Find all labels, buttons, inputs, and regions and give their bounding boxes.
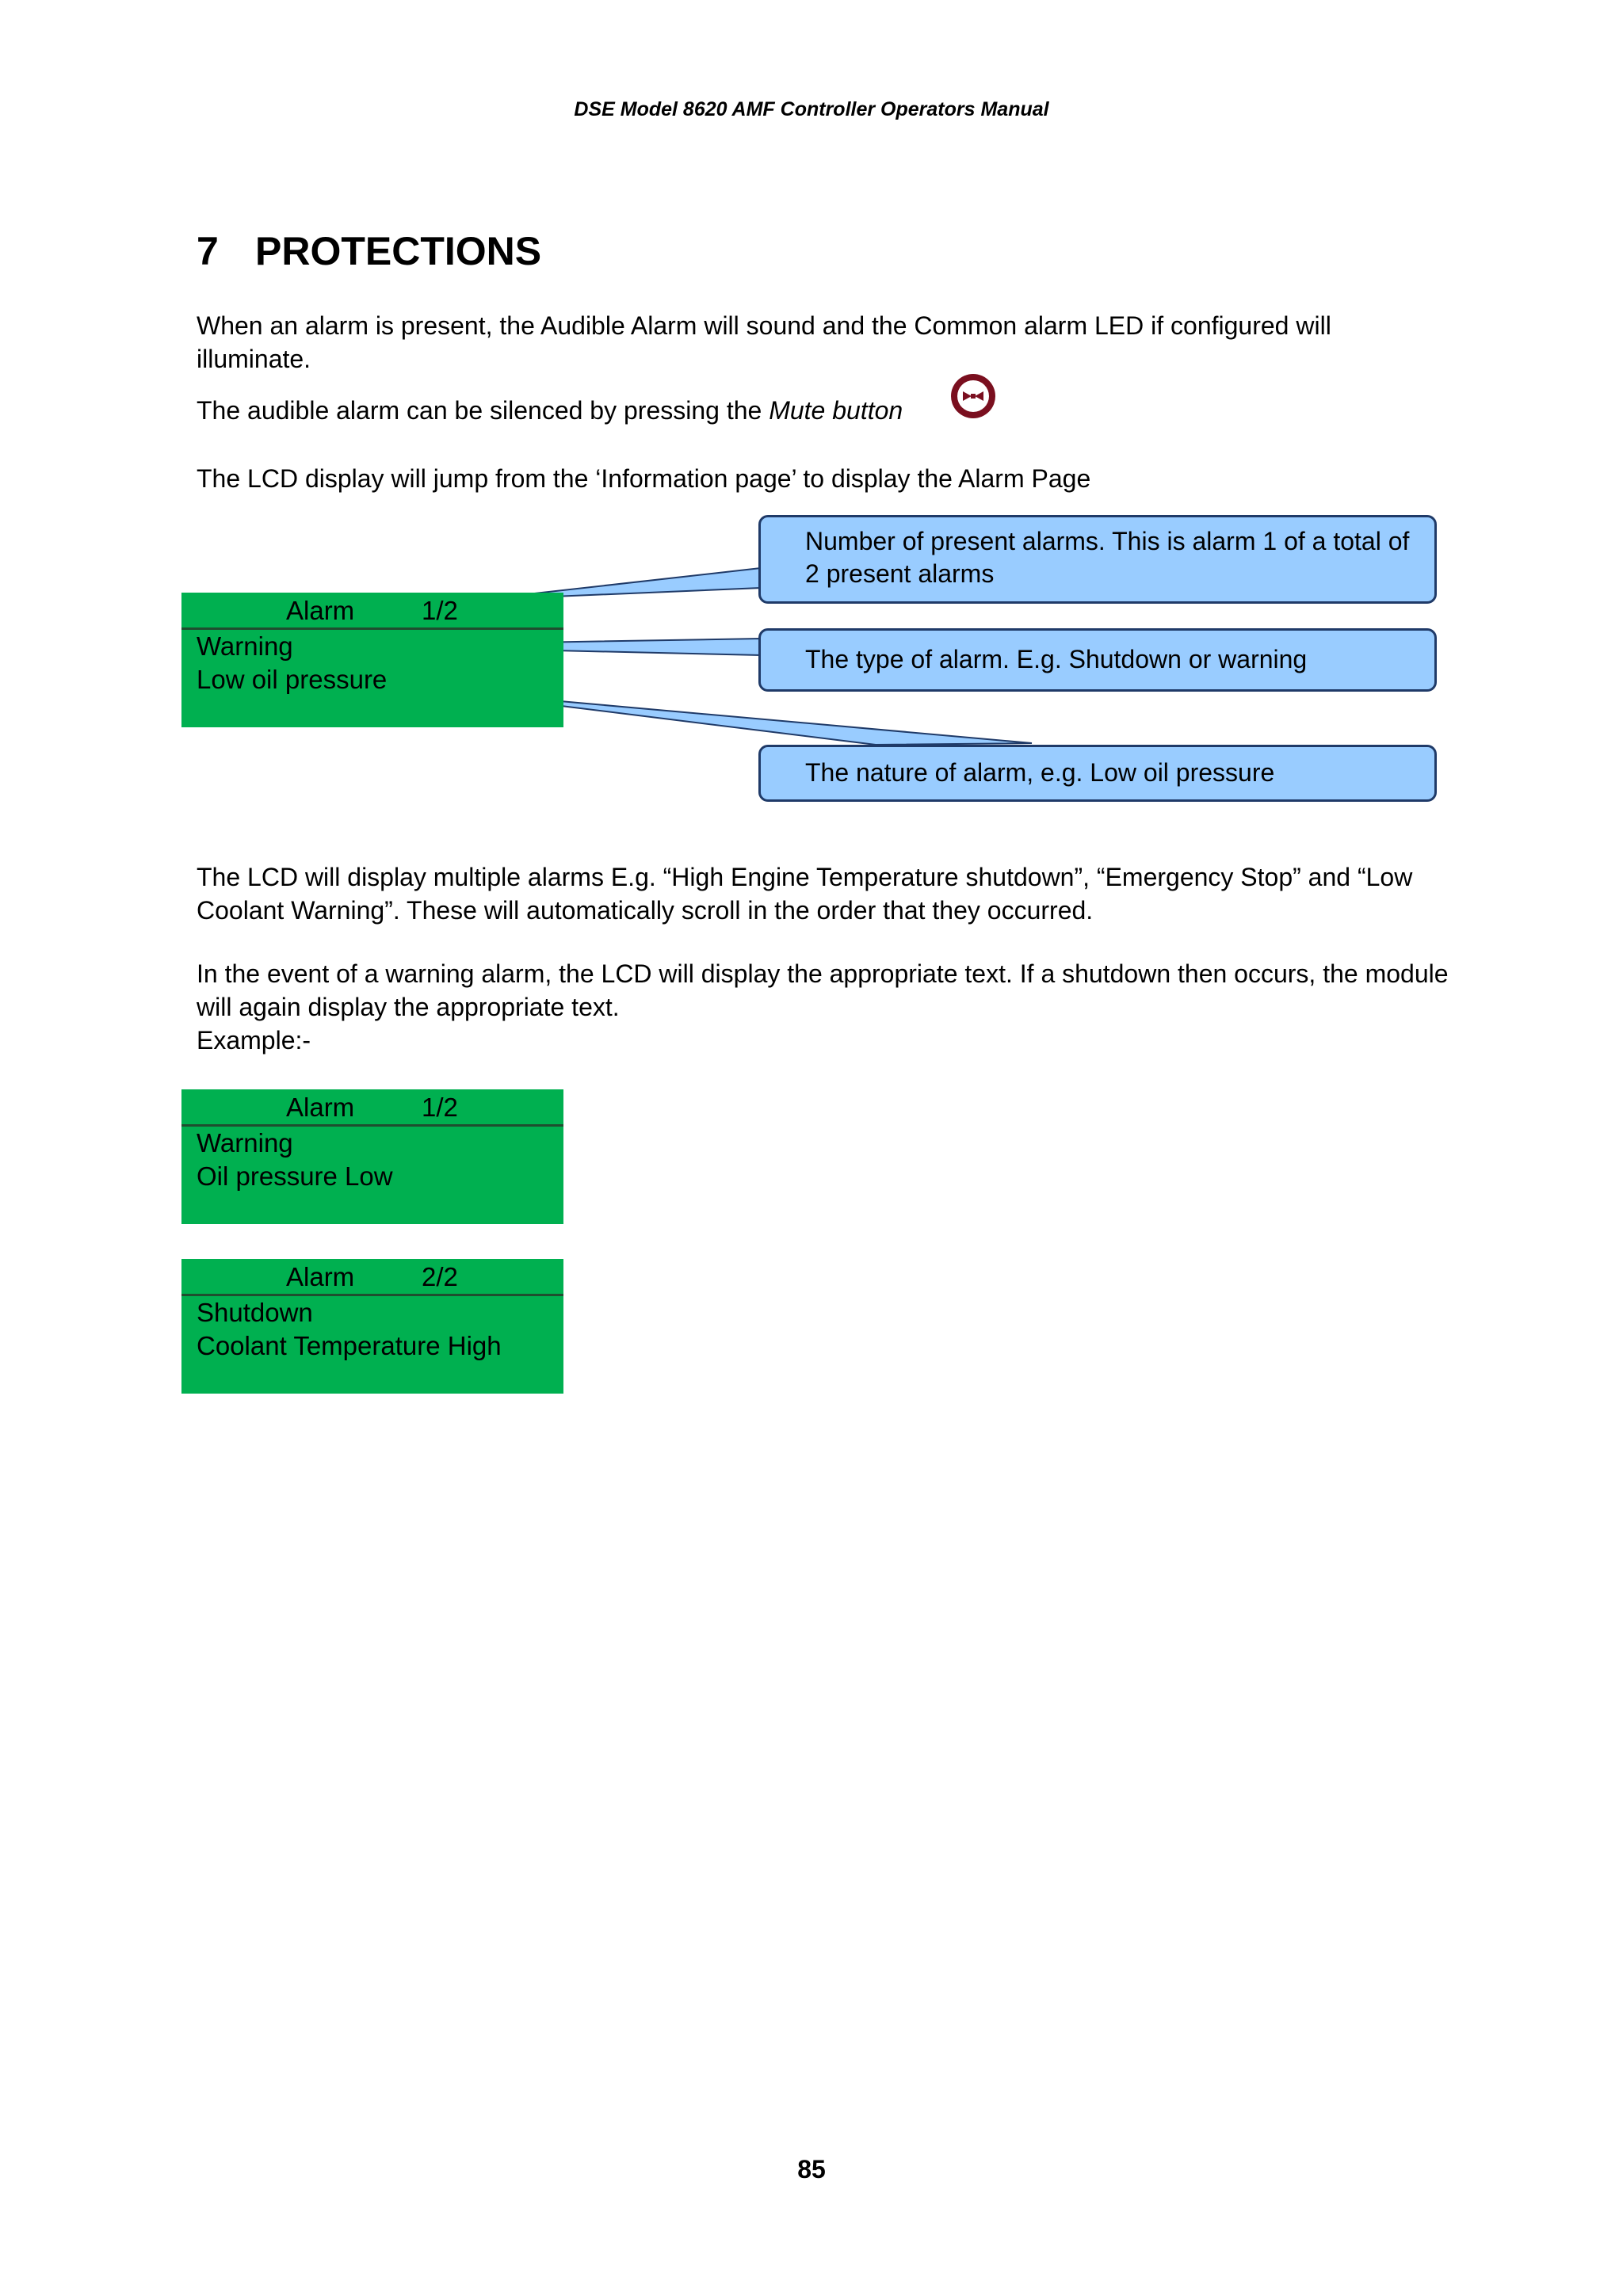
lcd-alarm-count: 1/2 — [422, 1093, 458, 1122]
section-number: 7 — [197, 229, 219, 273]
section-title: PROTECTIONS — [255, 229, 542, 273]
lcd-alarm-count: 2/2 — [422, 1262, 458, 1291]
warning-shutdown-text: In the event of a warning alarm, the LCD will display the appropriate text. If a shutdown then occurs, the module will again display the appropriate text. — [197, 959, 1449, 1021]
lcd-alarm-page — [181, 593, 563, 727]
lcd-alarm-type: Warning — [197, 1128, 293, 1158]
lcd-title-row — [181, 593, 563, 630]
mute-paragraph-text: The audible alarm can be silenced by pressing the — [197, 396, 769, 425]
lcd-title-row — [181, 1089, 563, 1127]
callout-alarm-count: Number of present alarms. This is alarm 1 of a total of 2 present alarms — [758, 515, 1437, 604]
multiple-alarms-paragraph: The LCD will display multiple alarms E.g. “High Engine Temperature shutdown”, “Emergency Stop” and “Low Coolant Warning”. These will automatically scroll in the order that they occurred. — [197, 863, 1413, 925]
lcd-alarm-nature: Coolant Temperature High — [197, 1331, 502, 1360]
lcd-example-warning — [181, 1089, 563, 1224]
intro-paragraph: When an alarm is present, the Audible Alarm will sound and the Common alarm LED if configured will illuminate. — [197, 311, 1331, 373]
callout-alarm-nature: The nature of alarm, e.g. Low oil pressure — [758, 745, 1437, 802]
example-label: Example:- — [197, 1026, 311, 1055]
lcd-alarm-count: 1/2 — [422, 596, 458, 625]
lcd-alarm-label: Alarm — [286, 1093, 355, 1122]
callout-alarm-type: The type of alarm. E.g. Shutdown or warning — [758, 628, 1437, 692]
lcd-example-shutdown — [181, 1259, 563, 1394]
mute-button-label: Mute button — [769, 396, 903, 425]
lcd-alarm-label: Alarm — [286, 596, 355, 625]
lcd-alarm-type: Warning — [197, 631, 293, 661]
lcd-alarm-nature: Oil pressure Low — [197, 1161, 393, 1191]
page-header: DSE Model 8620 AMF Controller Operators Manual — [574, 98, 1049, 120]
warning-shutdown-paragraph — [197, 957, 1449, 1057]
page-number: 85 — [797, 2155, 826, 2183]
lcd-alarm-label: Alarm — [286, 1262, 355, 1291]
display-paragraph: The LCD display will jump from the ‘Information page’ to display the Alarm Page — [197, 464, 1091, 493]
lcd-title-row — [181, 1259, 563, 1296]
lcd-alarm-type: Shutdown — [197, 1298, 313, 1327]
lcd-alarm-nature: Low oil pressure — [197, 665, 388, 694]
